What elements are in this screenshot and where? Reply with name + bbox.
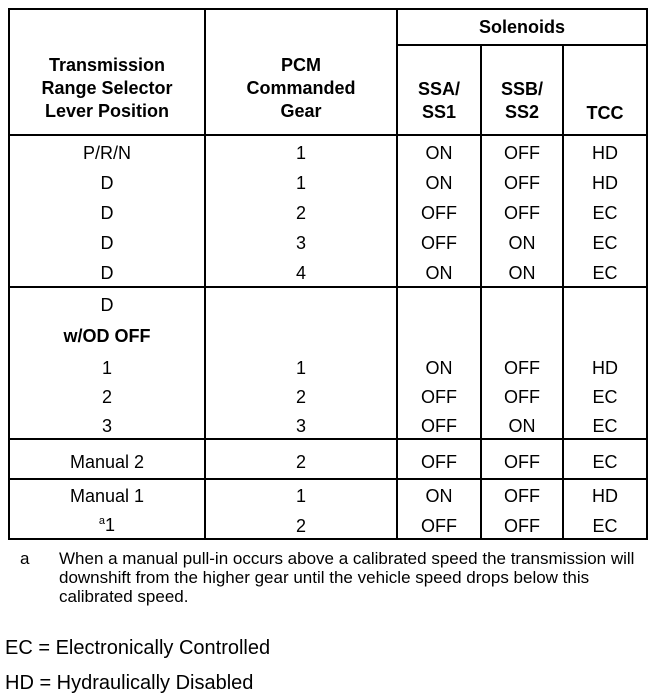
cell-tcc: EC bbox=[592, 263, 618, 283]
cell-tcc: HD bbox=[592, 173, 618, 193]
cell-position: D bbox=[100, 203, 114, 223]
footnote-text: When a manual pull-in occurs above a calibrated speed the transmission will downshift from the higher gear until the vehicle speed drops below this calibrated speed. bbox=[59, 549, 635, 606]
cell-ssa: OFF bbox=[421, 516, 457, 536]
header-ssa: SSA/ SS1 bbox=[417, 79, 460, 122]
cell-gear: 2 bbox=[295, 203, 306, 223]
cell-tcc: EC bbox=[592, 203, 618, 223]
cell-gear: 2 bbox=[295, 516, 306, 536]
cell-position: D bbox=[100, 173, 114, 193]
cell-ssb: ON bbox=[508, 263, 536, 283]
cell-position: Manual 1 bbox=[69, 486, 145, 506]
cell-ssb: OFF bbox=[504, 358, 540, 378]
cell-ssb: OFF bbox=[504, 452, 540, 472]
cell-ssa: OFF bbox=[421, 452, 457, 472]
cell-ssa: ON bbox=[425, 358, 453, 378]
cell-position: D bbox=[100, 263, 114, 283]
header-solenoids: Solenoids bbox=[478, 17, 565, 37]
cell-position: w/OD OFF bbox=[63, 326, 151, 346]
cell-position: 3 bbox=[101, 416, 112, 436]
cell-tcc: EC bbox=[592, 452, 618, 472]
cell-ssa: ON bbox=[425, 173, 453, 193]
cell-ssb: OFF bbox=[504, 486, 540, 506]
solenoids-underline bbox=[396, 44, 646, 46]
cell-gear: 1 bbox=[295, 486, 306, 506]
solenoid-table bbox=[8, 8, 648, 540]
cell-tcc: EC bbox=[592, 516, 618, 536]
legend-hd: HD = Hydraulically Disabled bbox=[5, 672, 254, 694]
cell-position: 1 bbox=[101, 358, 112, 378]
footnote-marker-label: a bbox=[20, 549, 30, 568]
cell-position-value: 1 bbox=[105, 515, 116, 535]
cell-tcc: HD bbox=[592, 486, 618, 506]
cell-position: P/R/N bbox=[82, 143, 131, 163]
cell-ssb: OFF bbox=[504, 203, 540, 223]
cell-ssa: OFF bbox=[421, 233, 457, 253]
cell-gear: 2 bbox=[295, 387, 306, 407]
cell-ssa: OFF bbox=[421, 203, 457, 223]
cell-ssa: OFF bbox=[421, 416, 457, 436]
cell-gear: 1 bbox=[295, 173, 306, 193]
footnote-marker: a bbox=[98, 515, 106, 527]
cell-tcc: EC bbox=[592, 233, 618, 253]
group-rule bbox=[10, 438, 646, 440]
cell-ssa: ON bbox=[425, 263, 453, 283]
cell-ssb: OFF bbox=[504, 387, 540, 407]
group-rule bbox=[10, 478, 646, 480]
cell-position: D bbox=[100, 295, 114, 315]
group-rule bbox=[10, 286, 646, 288]
cell-gear: 1 bbox=[295, 143, 306, 163]
cell-tcc: EC bbox=[592, 416, 618, 436]
legend-ec: EC = Electronically Controlled bbox=[5, 637, 271, 659]
header-tcc: TCC bbox=[586, 103, 624, 123]
cell-gear: 3 bbox=[295, 233, 306, 253]
cell-tcc: HD bbox=[592, 358, 618, 378]
cell-gear: 2 bbox=[295, 452, 306, 472]
cell-position: D bbox=[100, 233, 114, 253]
header-ssb: SSB/ SS2 bbox=[500, 79, 543, 122]
cell-ssb: ON bbox=[508, 233, 536, 253]
header-lever-position: Transmission Range Selector Lever Position bbox=[41, 55, 173, 121]
cell-gear: 1 bbox=[295, 358, 306, 378]
cell-gear: 3 bbox=[295, 416, 306, 436]
cell-ssb: ON bbox=[508, 416, 536, 436]
cell-position: Manual 2 bbox=[69, 452, 145, 472]
cell-position: 2 bbox=[101, 387, 112, 407]
cell-tcc: EC bbox=[592, 387, 618, 407]
cell-gear: 4 bbox=[295, 263, 306, 283]
cell-ssb: OFF bbox=[504, 516, 540, 536]
cell-tcc: HD bbox=[592, 143, 618, 163]
header-commanded-gear: PCM Commanded Gear bbox=[246, 55, 356, 121]
header-rule bbox=[10, 134, 646, 136]
cell-ssa: ON bbox=[425, 486, 453, 506]
cell-position bbox=[10, 515, 204, 535]
cell-ssb: OFF bbox=[504, 143, 540, 163]
cell-ssa: OFF bbox=[421, 387, 457, 407]
cell-ssa: ON bbox=[425, 143, 453, 163]
cell-ssb: OFF bbox=[504, 173, 540, 193]
